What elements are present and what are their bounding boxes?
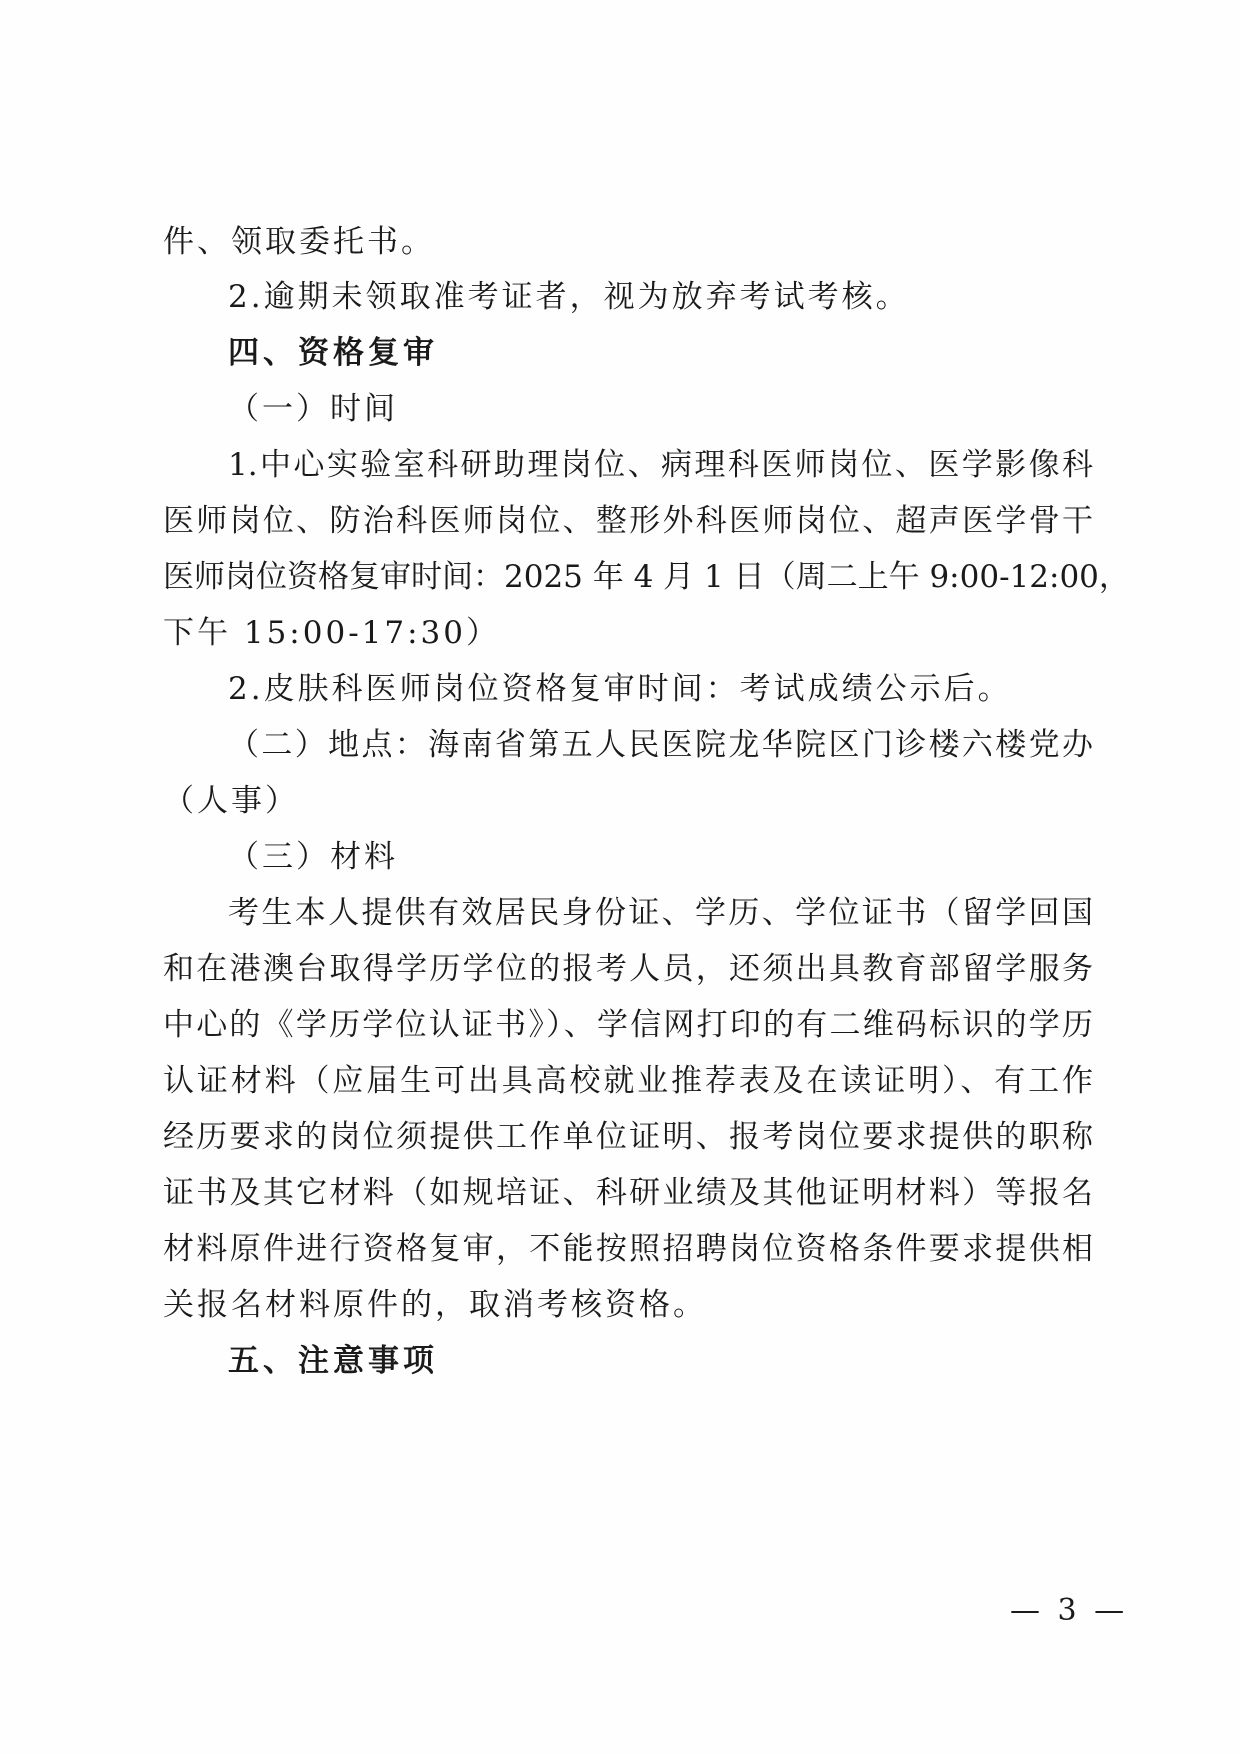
text-line: （二）地点：海南省第五人民医院龙华院区门诊楼六楼党办: [228, 727, 1093, 763]
text-line: 和在港澳台取得学历学位的报考人员，还须出具教育部留学服务: [163, 951, 1093, 987]
page-number: — 3 —: [1010, 1593, 1129, 1628]
text-line: 认证材料（应届生可出具高校就业推荐表及在读证明）、有工作: [163, 1063, 1093, 1099]
text-line: 中心的《学历学位认证书》）、学信网打印的有二维码标识的学历: [163, 1007, 1093, 1043]
text-line: 医师岗位、防治科医师岗位、整形外科医师岗位、超声医学骨干: [163, 503, 1093, 539]
text-line: 医师岗位资格复审时间：2025 年 4 月 1 日（周二上午 9:00-12:00，: [163, 559, 1130, 595]
text-line: 下午 15:00-17:30）: [163, 615, 501, 651]
text-line: （人事）: [163, 783, 299, 819]
text-line: 关报名材料原件的，取消考核资格。: [163, 1287, 707, 1323]
section-heading: 四、资格复审: [228, 335, 438, 371]
subsection-heading: （一）时间: [228, 391, 398, 427]
text-line: 材料原件进行资格复审，不能按照招聘岗位资格条件要求提供相: [163, 1231, 1093, 1267]
text-line: 件、领取委托书。: [163, 224, 435, 260]
section-heading: 五、注意事项: [228, 1343, 438, 1379]
text-line: 2.逾期未领取准考证者，视为放弃考试考核。: [228, 279, 910, 315]
text-line: 1.中心实验室科研助理岗位、病理科医师岗位、医学影像科: [228, 447, 1093, 483]
text-line: 2.皮肤科医师岗位资格复审时间：考试成绩公示后。: [228, 671, 1012, 707]
subsection-heading: （三）材料: [228, 839, 398, 875]
text-line: 考生本人提供有效居民身份证、学历、学位证书（留学回国: [228, 895, 1093, 931]
text-line: 经历要求的岗位须提供工作单位证明、报考岗位要求提供的职称: [163, 1119, 1093, 1155]
text-line: 证书及其它材料（如规培证、科研业绩及其他证明材料）等报名: [163, 1175, 1093, 1211]
